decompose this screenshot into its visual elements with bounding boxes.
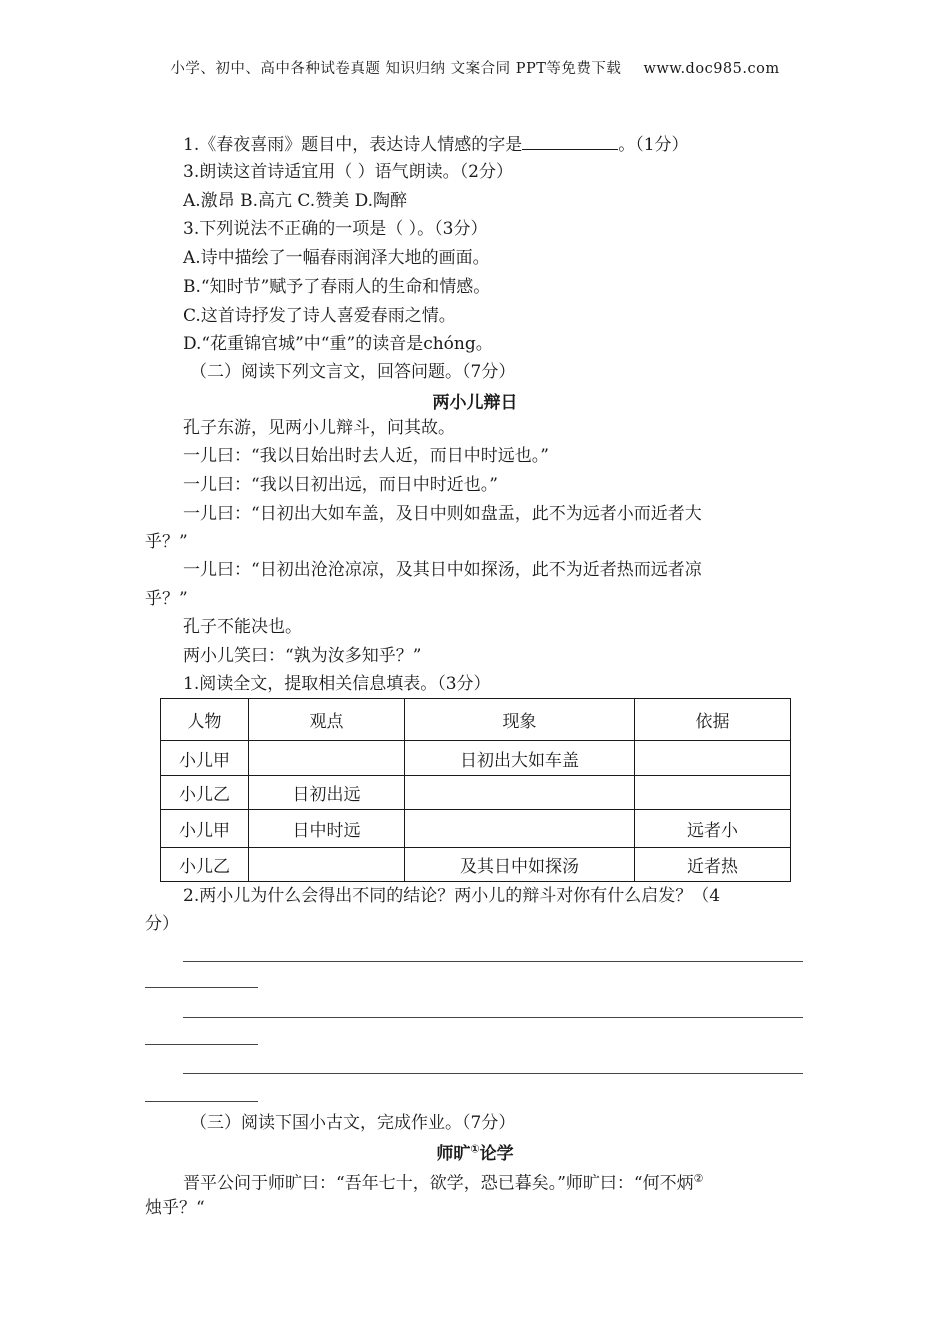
question-1-score: 。（1分） (618, 135, 689, 155)
table-header: 观点 (249, 699, 405, 741)
table-cell-blank[interactable] (249, 848, 405, 882)
option-b: B.“知时节”赋予了春雨人的生命和情感。 (183, 277, 491, 297)
table-cell-blank[interactable] (635, 776, 791, 810)
option-a: A.诗中描绘了一幅春雨润泽大地的画面。 (183, 248, 490, 268)
option-d: D.“花重锦官城”中“重”的读音是chóng。 (183, 334, 493, 354)
table-row (161, 741, 791, 776)
answer-line[interactable] (183, 1073, 803, 1074)
table-header: 依据 (635, 699, 791, 741)
table-cell-blank[interactable] (635, 741, 791, 776)
passage-3-line (183, 1168, 703, 1195)
page-header (0, 57, 950, 78)
passage-3-line: 烛乎？“ (145, 1198, 205, 1218)
passage-3-title (0, 1139, 950, 1164)
footnote-marker: ① (470, 1142, 480, 1156)
table-cell: 日中时远 (249, 810, 405, 848)
header-text: 小学、初中、高中各种试卷真题 知识归纳 文案合同 PPT等免费下载 (170, 61, 622, 77)
answer-line[interactable] (183, 1017, 803, 1018)
table-row (161, 848, 791, 882)
question-1 (183, 133, 689, 156)
answer-line[interactable] (145, 987, 258, 988)
question-2-text: 2.两小儿为什么会得出不同的结论？两小儿的辩斗对你有什么启发？（4 (183, 886, 721, 906)
table-cell: 近者热 (635, 848, 791, 882)
question-2-text-cont: 分） (145, 914, 179, 934)
passage-3-title-rest: 论学 (479, 1144, 514, 1164)
passage-line: 孔子东游，见两小儿辩斗，问其故。 (183, 418, 455, 438)
table-cell: 小儿甲 (161, 741, 249, 776)
table-header: 现象 (405, 699, 635, 741)
table-cell-blank[interactable] (405, 776, 635, 810)
passage-line: 两小儿笑曰：“孰为汝多知乎？” (183, 646, 422, 666)
table-cell: 及其日中如探汤 (405, 848, 635, 882)
question-2: 3.朗读这首诗适宜用（ ）语气朗读。（2分） (183, 162, 513, 182)
passage-3-title-text: 师旷 (436, 1144, 471, 1164)
passage-line: 一儿曰：“我以日始出时去人近，而日中时远也。” (183, 446, 549, 466)
table-row (161, 776, 791, 810)
answer-line[interactable] (145, 1101, 258, 1102)
question-1-text: 1.《春夜喜雨》题目中，表达诗人情感的字是 (183, 135, 523, 155)
header-url[interactable]: www.doc985.com (643, 61, 780, 77)
passage-line: 一儿曰：“日初出大如车盖，及日中则如盘盂，此不为远者小而近者大 (183, 504, 702, 524)
table-cell: 小儿乙 (161, 776, 249, 810)
table-header-row (161, 699, 791, 741)
question-3: 3.下列说法不正确的一项是（ ）。（3分） (183, 219, 488, 239)
footnote-marker: ② (693, 1172, 704, 1185)
table-cell: 小儿乙 (161, 848, 249, 882)
answer-line[interactable] (145, 1044, 258, 1045)
passage-line: 一儿曰：“日初出沧沧凉凉，及其日中如探汤，此不为近者热而远者凉 (183, 560, 702, 580)
passage-title: 两小儿辩日 (432, 393, 518, 413)
option-c: C.这首诗抒发了诗人喜爱春雨之情。 (183, 306, 456, 326)
table-cell: 日初出大如车盖 (405, 741, 635, 776)
section-3-heading: （三）阅读下国小古文，完成作业。（7分） (190, 1113, 516, 1133)
table-cell-blank[interactable] (249, 741, 405, 776)
section-2-heading: （二）阅读下列文言文，回答问题。（7分） (190, 362, 516, 382)
table-header: 人物 (161, 699, 249, 741)
passage-3-text: 晋平公问于师旷曰：“吾年七十，欲学，恐已暮矣。”师旷曰：“何不炳 (183, 1173, 694, 1194)
table-cell: 远者小 (635, 810, 791, 848)
table-cell-blank[interactable] (405, 810, 635, 848)
table-cell: 小儿甲 (161, 810, 249, 848)
answer-line[interactable] (183, 961, 803, 962)
passage-line: 一儿曰：“我以日初出远，而日中时近也。” (183, 475, 498, 495)
table-cell: 日初出远 (249, 776, 405, 810)
passage-line: 乎？” (145, 589, 188, 609)
passage-line: 孔子不能决也。 (183, 617, 302, 637)
info-table (160, 698, 791, 882)
passage-line: 乎？” (145, 532, 188, 552)
table-question: 1.阅读全文，提取相关信息填表。（3分） (183, 674, 491, 694)
table-row (161, 810, 791, 848)
question-2-options: A.激昂 B.高亢 C.赞美 D.陶醉 (183, 191, 408, 211)
answer-blank[interactable] (522, 133, 618, 150)
